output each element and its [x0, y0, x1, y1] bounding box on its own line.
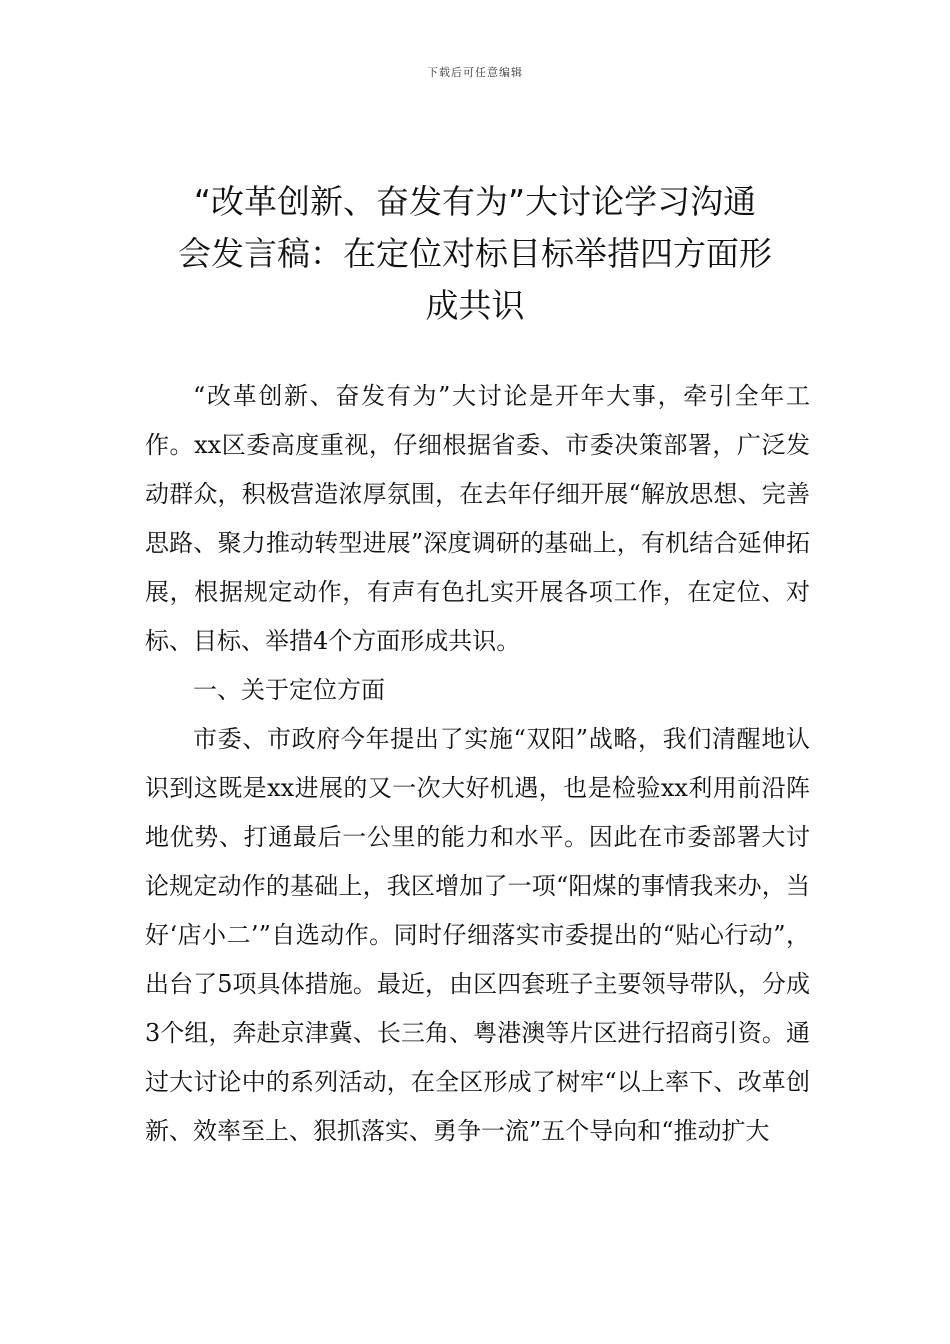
section-heading: 一、关于定位方面 — [193, 676, 385, 704]
body-paragraph: 市委、市政府今年提出了实施“双阳”战略，我们清醒地认识到这既是xx进展的又一次大好机遇，也是检验xx利用前沿阵地优势、打通最后一公里的能力和水平。因此在市委部署大讨论规定动作的基础上，我区增加了一项“阳煤的事情我来办，当好‘店小二’”自选动作。同时仔细落实市委提出的“贴心行动”，出台了5项具体措施。最近，由区四套班子主要领导带队，分成3个组，奔赴京津冀、长三角、粤港澳等片区进行招商引资。通过大讨论中的系列活动，在全区形成了树牢“以上率下、改革创新、效率至上、狠抓落实、勇争一流”五个导向和“推动扩大 — [145, 725, 810, 1145]
document-body — [145, 372, 810, 1156]
title-line-2: 会发言稿：在定位对标目标举措四方面形 — [178, 234, 772, 273]
body-paragraph: “改革创新、奋发有为”大讨论是开年大事，牵引全年工作。xx区委高度重视，仔细根据省委、市委决策部署，广泛发动群众，积极营造浓厚氛围，在去年仔细开展“解放思想、完善思路、聚力推动转型进展”深度调研的基础上，有机结合延伸拓展，根据规定动作，有声有色扎实开展各项工作，在定位、对标、目标、举措4个方面形成共识。 — [145, 382, 810, 655]
title-line-3: 成共识 — [425, 286, 525, 325]
document-title — [150, 176, 800, 332]
header-note: 下载后可任意编辑 — [427, 66, 523, 79]
title-line-1: “改革创新、奋发有为”大讨论学习沟通 — [193, 182, 757, 221]
